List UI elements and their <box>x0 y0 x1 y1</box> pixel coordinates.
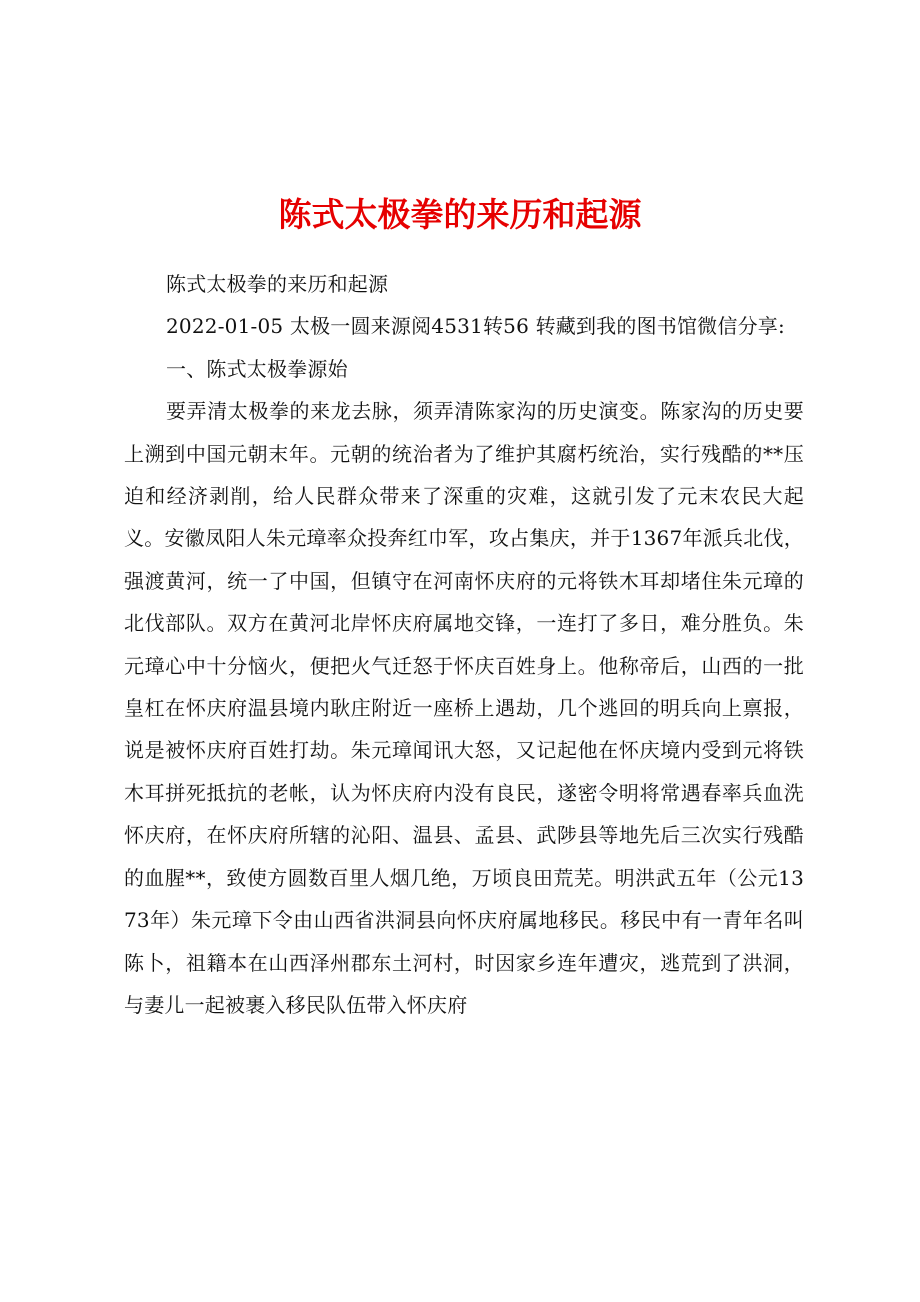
document-body <box>124 263 804 1026</box>
section-heading: 一、陈式太极拳源始 <box>166 356 348 381</box>
meta-info-paragraph: 2022-01-05 太极一圆来源阅4531转56 转藏到我的图书馆微信分享: <box>166 314 785 339</box>
body-paragraph: 要弄清太极拳的来龙去脉，须弄清陈家沟的历史演变。陈家沟的历史要上溯到中国元朝末年。元朝的统治者为了维护其腐朽统治，实行残酷的**压迫和经济剥削，给人民群众带来了深重的灾难，这就引发了元末农民大起义。安徽凤阳人朱元璋率众投奔红巾军，攻占集庆，并于1367年派兵北伐，强渡黄河，统一了中国，但镇守在河南怀庆府的元将铁木耳却堵住朱元璋的北伐部队。双方在黄河北岸怀庆府属地交锋，一连打了多日，难分胜负。朱元璋心中十分恼火，便把火气迁怒于怀庆百姓身上。他称帝后，山西的一批皇杠在怀庆府温县境内耿庄附近一座桥上遇劫，几个逃回的明兵向上禀报，说是被怀庆府百姓打劫。朱元璋闻讯大怒，又记起他在怀庆境内受到元将铁木耳拼死抵抗的老帐，认为怀庆府内没有良民，遂密令明将常遇春率兵血洗怀庆府，在怀庆府所辖的沁阳、温县、孟县、武陟县等地先后三次实行残酷的血腥**，致使方圆数百里人烟几绝，万顷良田荒芜。明洪武五年（公元1373年）朱元璋下令由山西省洪洞县向怀庆府属地移民。移民中有一青年名叫陈卜，祖籍本在山西泽州郡东土河村，时因家乡连年遭灾，逃荒到了洪洞，与妻儿一起被裹入移民队伍带入怀庆府 <box>124 399 804 1017</box>
document-title: 陈式太极拳的来历和起源 <box>278 195 642 234</box>
subtitle-paragraph: 陈式太极拳的来历和起源 <box>166 272 389 296</box>
